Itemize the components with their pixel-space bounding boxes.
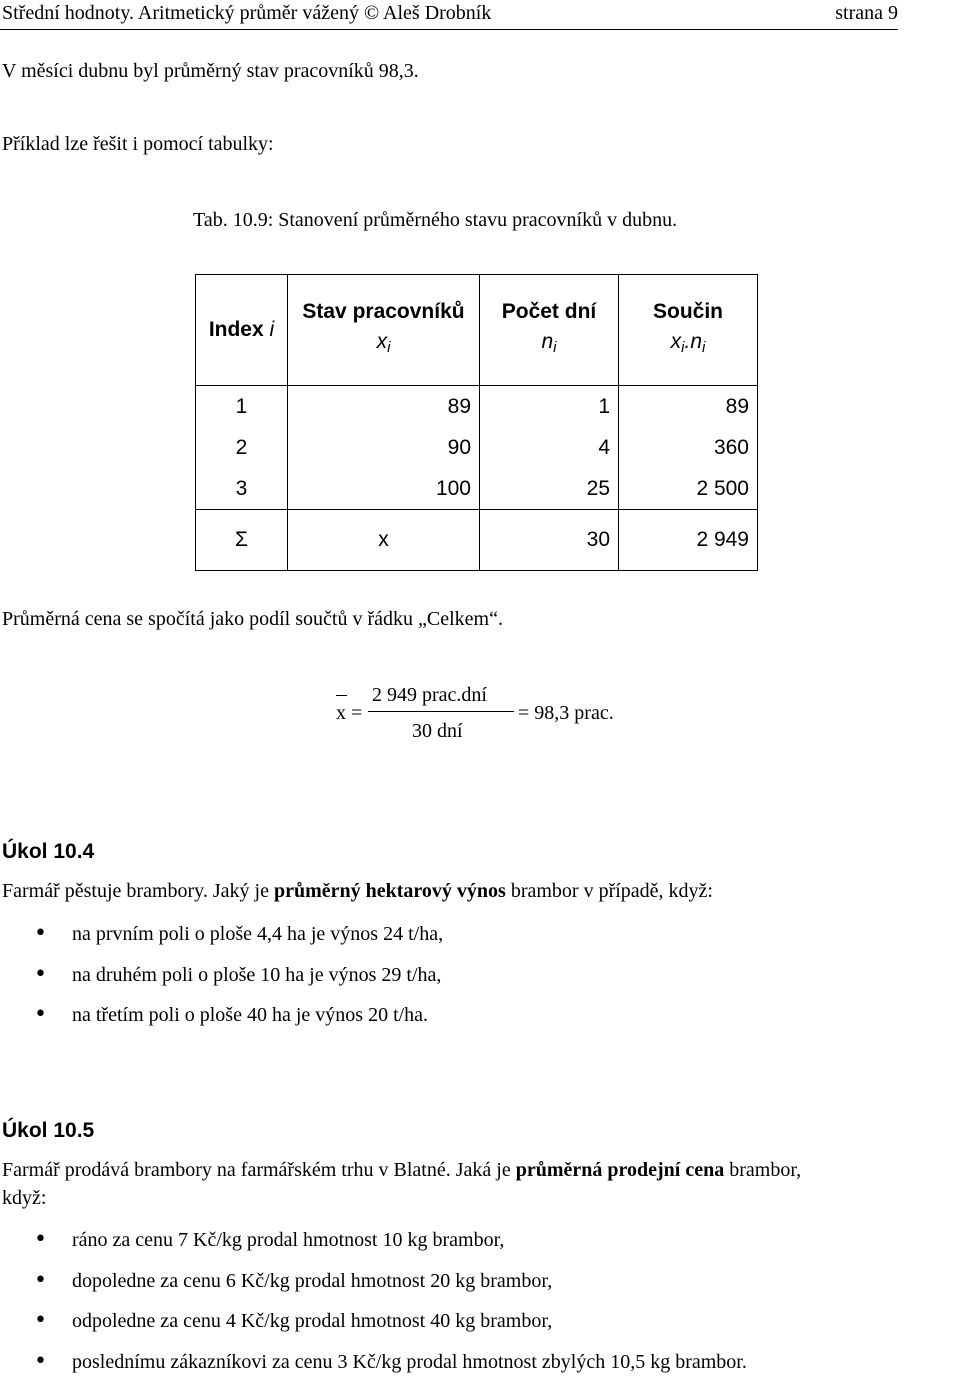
intro-line-2: Příklad lze řešit i pomocí tabulky:	[2, 133, 274, 156]
list-item: • na druhém poli o ploše 10 ha je výnos 29 t/ha,	[0, 963, 443, 1004]
header-pocet: Počet dní $n_i$	[480, 275, 619, 386]
cell: 90	[288, 427, 480, 468]
workers-table	[195, 274, 758, 571]
sum-symbol: Σ	[196, 510, 288, 571]
cell: 89	[619, 386, 758, 428]
cell: 1	[196, 386, 288, 428]
list-item: • poslednímu zákazníkovi za cenu 3 Kč/kg prodal hmotnost zbylých 10,5 kg brambor.	[0, 1350, 747, 1390]
list-item: • dopoledne za cenu 6 Kč/kg prodal hmotnost 20 kg brambor,	[0, 1269, 747, 1310]
list-item: • ráno za cenu 7 Kč/kg prodal hmotnost 10 kg brambor,	[0, 1228, 747, 1269]
header-title: Střední hodnoty. Aritmetický průměr vážený © Aleš Drobník	[2, 2, 491, 25]
cell: 1	[480, 386, 619, 428]
header-stav: Stav pracovníků $x_i$	[288, 275, 480, 386]
cell: 2 949	[619, 510, 758, 571]
formula-lhs: x =	[336, 702, 362, 725]
list-item: • na třetím poli o ploše 40 ha je výnos 20 t/ha.	[0, 1003, 443, 1044]
list-item: • na prvním poli o ploše 4,4 ha je výnos 24 t/ha,	[0, 922, 443, 963]
cell: 25	[480, 468, 619, 510]
table-header-row	[196, 275, 758, 386]
intro-line-1: V měsíci dubnu byl průměrný stav pracovníků 98,3.	[2, 60, 419, 83]
cell: 30	[480, 510, 619, 571]
table-row	[196, 386, 758, 428]
task-10-4-title: Úkol 10.4	[2, 840, 94, 864]
formula-result: = 98,3 prac.	[518, 702, 614, 725]
fraction-line	[368, 711, 514, 712]
cell: 100	[288, 468, 480, 510]
task-10-4-list	[0, 922, 443, 1044]
header-index: Index i	[196, 275, 288, 386]
table-sum-row	[196, 510, 758, 571]
cell: 4	[480, 427, 619, 468]
task-10-5-text: Farmář prodává brambory na farmářském trhu v Blatné. Jaká je průměrná prodejní cena brambor,	[2, 1159, 801, 1182]
cell: 2	[196, 427, 288, 468]
cell: 360	[619, 427, 758, 468]
cell: 89	[288, 386, 480, 428]
task-10-5-text-cont: když:	[2, 1187, 46, 1210]
task-10-5-list	[0, 1228, 747, 1390]
header-soucin: Součin $x_i.n_i$	[619, 275, 758, 386]
task-10-5-title: Úkol 10.5	[2, 1119, 94, 1143]
list-item: • odpoledne za cenu 4 Kč/kg prodal hmotnost 40 kg brambor,	[0, 1309, 747, 1350]
explanation-text: Průměrná cena se spočítá jako podíl součtů v řádku „Celkem“.	[2, 608, 503, 631]
table-row	[196, 427, 758, 468]
formula-numerator: 2 949 prac.dní	[372, 684, 487, 707]
page-number: strana 9	[835, 2, 898, 25]
cell: 2 500	[619, 468, 758, 510]
cell: x	[288, 510, 480, 571]
task-10-4-text: Farmář pěstuje brambory. Jaký je průměrný hektarový výnos brambor v případě, když:	[2, 880, 713, 903]
formula-denominator: 30 dní	[412, 720, 463, 743]
x-bar	[336, 695, 347, 696]
cell: 3	[196, 468, 288, 510]
header-rule	[0, 29, 898, 30]
table-row	[196, 468, 758, 510]
table-caption: Tab. 10.9: Stanovení průměrného stavu pracovníků v dubnu.	[193, 209, 677, 232]
